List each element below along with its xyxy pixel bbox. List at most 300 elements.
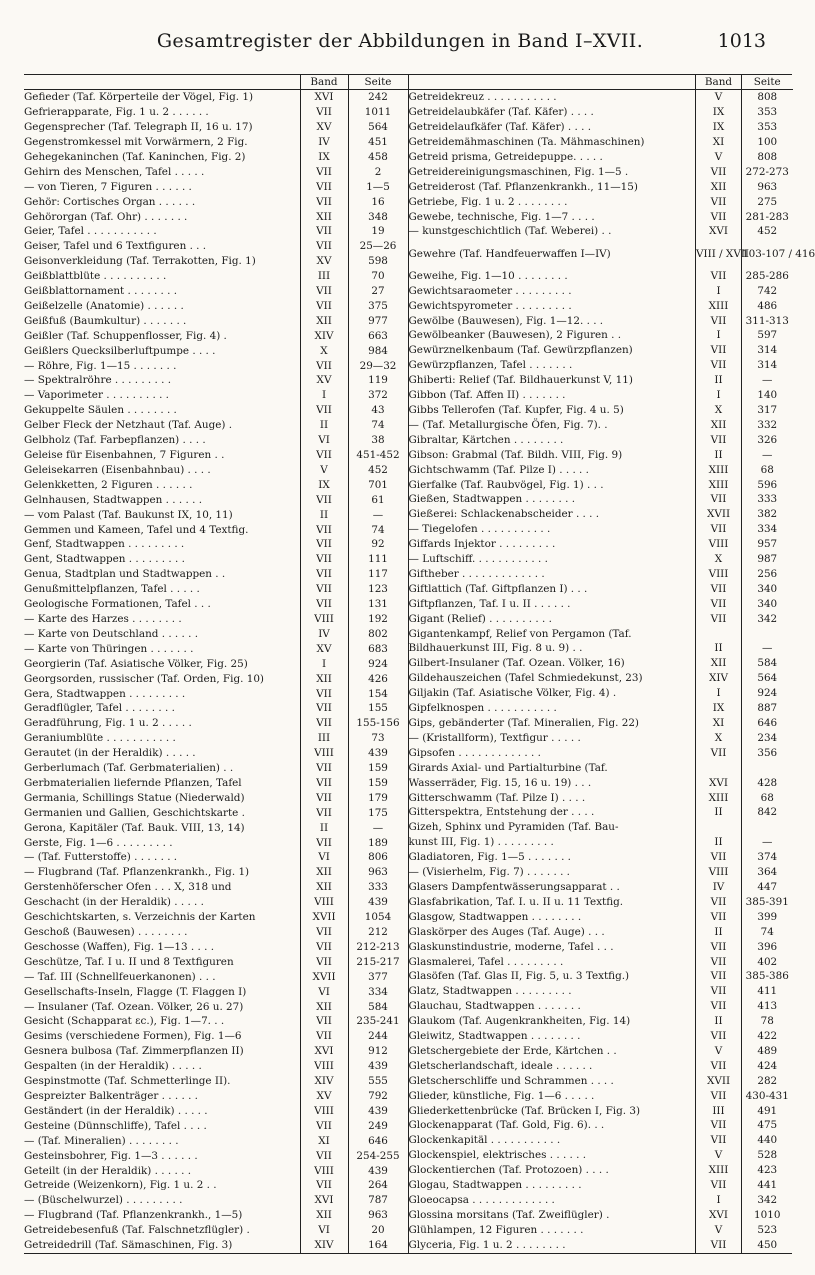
register-entry	[24, 671, 408, 686]
entry-page: 385-391	[742, 895, 793, 910]
entry-page: 256	[742, 567, 793, 582]
entry-page: 155-156	[348, 716, 408, 731]
entry-text: Gipfelknospen . . . . . . . . . . .	[408, 702, 557, 715]
register-entry	[409, 343, 793, 358]
entry-page: 29—32	[348, 358, 408, 373]
register-entry	[409, 1148, 793, 1163]
entry-text: Gizeh, Sphinx und Pyramiden (Taf. Bau-	[408, 821, 619, 834]
entry-text: Glaskörper des Auges (Taf. Auge) . . .	[408, 925, 605, 938]
entry-page: 1054	[348, 910, 408, 925]
entry-band: XVI	[300, 90, 348, 105]
register-entry	[409, 731, 793, 746]
entry-page: 92	[348, 537, 408, 552]
entry-page: 402	[742, 954, 793, 969]
entry-band: VII	[300, 597, 348, 612]
entry-page: 244	[348, 1029, 408, 1044]
entry-band: VII	[696, 1237, 742, 1252]
register-entry	[24, 776, 408, 791]
entry-band: VIII	[300, 1163, 348, 1178]
entry-page: 159	[348, 776, 408, 791]
entry-text: Getreide (Weizenkorn), Fig. 1 u. 2 . .	[24, 1179, 217, 1192]
entry-text: Wasserräder, Fig. 15, 16 u. 19) . . .	[408, 776, 592, 789]
entry-text: Gitterschwamm (Taf. Pilze I) . . . .	[408, 791, 586, 804]
register-entry	[409, 671, 793, 686]
entry-band: VII	[696, 1133, 742, 1148]
entry-page: 413	[742, 999, 793, 1014]
entry-band: II	[696, 641, 742, 656]
entry-text: Getreid prisma, Getreidepuppe. . . . .	[408, 150, 603, 163]
entry-band: VII	[300, 1119, 348, 1134]
entry-text: Gewölbeanker (Bauwesen), 2 Figuren . .	[408, 329, 622, 342]
entry-text: Glockenkapitäl . . . . . . . . . . .	[408, 1134, 561, 1147]
entry-band: XV	[300, 120, 348, 135]
entry-band: V	[300, 463, 348, 478]
entry-band: XII	[696, 179, 742, 194]
entry-page: 140	[742, 388, 793, 403]
register-entry	[409, 105, 793, 120]
register-entry	[409, 865, 793, 880]
entry-text: Gießerei: Schlackenabscheider . . . .	[408, 508, 600, 521]
entry-band: VII	[300, 284, 348, 299]
entry-band: I	[300, 656, 348, 671]
entry-text: Gefrierapparate, Fig. 1 u. 2 . . . . . .	[24, 106, 209, 119]
register-entry	[409, 90, 793, 105]
entry-page: —	[742, 373, 793, 388]
entry-band: VII	[300, 955, 348, 970]
register-entry	[409, 492, 793, 507]
entry-band: XII	[300, 999, 348, 1014]
entry-page: 842	[742, 805, 793, 820]
entry-band: VII	[300, 701, 348, 716]
entry-page: 787	[348, 1193, 408, 1208]
register-entry	[409, 641, 793, 656]
entry-text: Geradführung, Fig. 1 u. 2 . . . . .	[24, 717, 192, 730]
entry-page: 440	[742, 1133, 793, 1148]
entry-band: VII	[300, 567, 348, 582]
entry-header	[409, 75, 696, 90]
entry-band: VII	[696, 1118, 742, 1133]
entry-text: Gleiwitz, Stadtwappen . . . . . . . .	[408, 1030, 581, 1043]
entry-text: Gletschergebiete der Erde, Kärtchen . .	[408, 1044, 617, 1057]
entry-page: 452	[742, 224, 793, 239]
entry-page: 342	[742, 1193, 793, 1208]
register-entry	[409, 209, 793, 224]
entry-band: VII	[300, 179, 348, 194]
entry-band: VII	[696, 165, 742, 180]
entry-band: XII	[696, 656, 742, 671]
entry-page: 73	[348, 731, 408, 746]
register-entry	[409, 313, 793, 328]
register-entry	[409, 1193, 793, 1208]
entry-band: VII	[696, 313, 742, 328]
entry-band: II	[696, 373, 742, 388]
register-entry	[24, 1163, 408, 1178]
entry-page: 451-452	[348, 448, 408, 463]
entry-page: 332	[742, 418, 793, 433]
entry-text: Gehörorgan (Taf. Ohr) . . . . . . .	[24, 210, 188, 223]
entry-page: 1011	[348, 105, 408, 120]
register-entry	[409, 1103, 793, 1118]
entry-page: 155	[348, 701, 408, 716]
entry-text: — Karte von Deutschland . . . . . .	[24, 627, 199, 640]
entry-band: XVI	[696, 224, 742, 239]
register-entry	[24, 984, 408, 999]
entry-band: XIV	[696, 671, 742, 686]
entry-text: Gesellschafts-Inseln, Flagge (T. Flaggen I)	[24, 985, 247, 998]
entry-text: Glühlampen, 12 Figuren . . . . . . .	[408, 1223, 584, 1236]
entry-page: 19	[348, 224, 408, 239]
entry-band: VII	[696, 746, 742, 761]
entry-text: — kunstgeschichtlich (Taf. Weberei) . .	[408, 225, 612, 238]
entry-text: Gladiatoren, Fig. 1—5 . . . . . . .	[408, 851, 571, 864]
register-entry	[409, 298, 793, 313]
register-entry	[409, 597, 793, 612]
entry-page: 317	[742, 403, 793, 418]
entry-page: 119	[348, 373, 408, 388]
entry-text: Gips, gebänderter (Taf. Mineralien, Fig. 22)	[408, 717, 639, 729]
entry-text: Getreidereinigungsmaschinen, Fig. 1—5 .	[408, 165, 629, 178]
entry-text: Glatz, Stadtwappen . . . . . . . . .	[408, 985, 572, 998]
entry-page: 275	[742, 194, 793, 209]
entry-page: 215-217	[348, 955, 408, 970]
entry-band: I	[696, 388, 742, 403]
register-entry	[24, 194, 408, 209]
entry-page: 523	[742, 1223, 793, 1238]
entry-band: II	[696, 924, 742, 939]
entry-text: Geier, Tafel . . . . . . . . . . .	[24, 225, 157, 238]
register-entry	[24, 1148, 408, 1163]
entry-band: XV	[300, 642, 348, 657]
entry-text: Geteilt (in der Heraldik) . . . . . .	[24, 1164, 191, 1177]
entry-band: I	[696, 328, 742, 343]
entry-page: 212-213	[348, 940, 408, 955]
entry-text: Gefieder (Taf. Körperteile der Vögel, Fig. 1)	[24, 91, 254, 104]
entry-page: 808	[742, 150, 793, 165]
entry-page	[742, 820, 793, 835]
entry-page: 314	[742, 358, 793, 373]
entry-band: VII	[300, 1029, 348, 1044]
entry-band: VII	[300, 940, 348, 955]
entry-text: Gehör: Cortisches Organ . . . . . .	[24, 195, 196, 208]
entry-page: 342	[742, 611, 793, 626]
register-entry	[24, 806, 408, 821]
entry-page: 424	[742, 1059, 793, 1074]
entry-band: XV	[300, 373, 348, 388]
entry-text: Gletscherschliffe und Schrammen . . . .	[408, 1074, 614, 1087]
entry-page: 808	[742, 90, 793, 105]
entry-text: Gerautet (in der Heraldik) . . . . .	[24, 747, 196, 760]
entry-text: Geißler (Taf. Schuppenflosser, Fig. 4) .	[24, 329, 227, 342]
entry-text: Geißlers Quecksilberluftpumpe . . . .	[24, 344, 216, 357]
entry-text: Gigantenkampf, Relief von Pergamon (Taf.	[408, 627, 632, 640]
entry-page: 234	[742, 731, 793, 746]
entry-page: 333	[742, 492, 793, 507]
entry-text: Geweihe, Fig. 1—10 . . . . . . . .	[408, 269, 568, 282]
register-entry	[409, 388, 793, 403]
entry-band: VI	[300, 850, 348, 865]
entry-text: Gloeocapsa . . . . . . . . . . . . .	[408, 1194, 555, 1206]
entry-band: VII	[300, 105, 348, 120]
entry-text: — Tiegelofen . . . . . . . . . . .	[408, 523, 551, 536]
register-entry	[409, 1029, 793, 1044]
entry-text: Glasgow, Stadtwappen . . . . . . . .	[408, 910, 582, 923]
register-entry	[24, 478, 408, 493]
register-entry	[24, 507, 408, 522]
register-entry	[409, 135, 793, 150]
entry-band: II	[696, 835, 742, 850]
entry-page: 264	[348, 1178, 408, 1193]
register-entry	[409, 537, 793, 552]
register-entry	[24, 642, 408, 657]
register-entry	[24, 522, 408, 537]
entry-band: XII	[300, 314, 348, 329]
entry-band: VII	[300, 194, 348, 209]
entry-band: VII	[696, 939, 742, 954]
register-entry	[24, 284, 408, 299]
entry-text: Geißfuß (Baumkultur) . . . . . . .	[24, 314, 187, 327]
entry-band: XII	[696, 418, 742, 433]
band-header: Band	[696, 75, 742, 90]
entry-band	[696, 626, 742, 641]
entry-text: Giftheber . . . . . . . . . . . . .	[408, 567, 545, 580]
register-sheet	[24, 74, 815, 1254]
entry-text: Gespalten (in der Heraldik) . . . . .	[24, 1060, 202, 1073]
register-entry	[409, 701, 793, 716]
entry-band: VIII	[696, 537, 742, 552]
entry-band: VII	[696, 343, 742, 358]
entry-text: Gibraltar, Kärtchen . . . . . . . .	[408, 433, 564, 446]
entry-band: VIII	[300, 1059, 348, 1074]
register-entry	[24, 492, 408, 507]
entry-page: 792	[348, 1089, 408, 1104]
entry-band: IX	[300, 478, 348, 493]
entry-text: Gilbert-Insulaner (Taf. Ozean. Völker, 16)	[408, 657, 625, 670]
entry-band: VII	[300, 582, 348, 597]
entry-page: 428	[742, 775, 793, 790]
entry-page: 924	[348, 656, 408, 671]
entry-page: 422	[742, 1029, 793, 1044]
entry-page: 423	[742, 1163, 793, 1178]
entry-page: 377	[348, 969, 408, 984]
entry-page: 123	[348, 582, 408, 597]
entry-text: Geschosse (Waffen), Fig. 1—13 . . . .	[24, 940, 215, 953]
entry-band: VII	[696, 492, 742, 507]
entry-band: VII	[696, 358, 742, 373]
entry-page: 311-313	[742, 313, 793, 328]
register-entry	[409, 1178, 793, 1193]
register-entry	[409, 1059, 793, 1074]
entry-page: 154	[348, 686, 408, 701]
entry-text: — (Taf. Mineralien) . . . . . . . .	[24, 1134, 179, 1147]
register-entry	[24, 358, 408, 373]
register-entry	[24, 463, 408, 478]
entry-text: Glockenspiel, elektrisches . . . . . .	[408, 1149, 587, 1162]
entry-band: I	[696, 1193, 742, 1208]
entry-text: Geologische Formationen, Tafel . . .	[24, 598, 211, 611]
entry-band: X	[696, 731, 742, 746]
entry-page: 78	[742, 1014, 793, 1029]
entry-band: VII	[300, 165, 348, 180]
entry-text: Gletscherlandschaft, ideale . . . . . .	[408, 1059, 593, 1072]
register-entry	[24, 1089, 408, 1104]
entry-page	[742, 760, 793, 775]
register-entry	[24, 1059, 408, 1074]
entry-text: — (Kristallform), Textfigur . . . . .	[408, 731, 581, 744]
entry-band: VII	[300, 537, 348, 552]
entry-band: XIII	[696, 1163, 742, 1178]
register-entry	[24, 731, 408, 746]
entry-text: Glasfabrikation, Taf. I. u. II u. 11 Textfig.	[408, 895, 624, 908]
register-entry	[409, 1133, 793, 1148]
entry-band: VII	[696, 269, 742, 284]
entry-text: Glossina morsitans (Taf. Zweiflügler) .	[408, 1208, 610, 1221]
entry-band: III	[300, 269, 348, 284]
register-entry	[24, 209, 408, 224]
entry-band: VII	[300, 492, 348, 507]
entry-band: I	[696, 283, 742, 298]
entry-page: 74	[348, 522, 408, 537]
entry-band: VII	[696, 209, 742, 224]
entry-band: XVI	[696, 1208, 742, 1223]
register-entry	[409, 939, 793, 954]
entry-text: Gipsofen . . . . . . . . . . . . .	[408, 746, 541, 759]
entry-text: Genua, Stadtplan und Stadtwappen . .	[24, 568, 226, 581]
entry-page: 74	[742, 924, 793, 939]
entry-text: Gera, Stadtwappen . . . . . . . . .	[24, 687, 186, 700]
entry-text: — Luftschiff. . . . . . . . . . . .	[408, 553, 548, 566]
entry-page: 242	[348, 90, 408, 105]
entry-page: 452	[348, 463, 408, 478]
entry-text: — (Taf. Futterstoffe) . . . . . . .	[24, 851, 178, 864]
entry-text: Glasöfen (Taf. Glas II, Fig. 5, u. 3 Textfig.)	[408, 970, 630, 983]
entry-text: — Taf. III (Schnellfeuerkanonen) . . .	[24, 970, 216, 983]
entry-band: VII	[696, 611, 742, 626]
entry-band: XI	[300, 1133, 348, 1148]
entry-text: Gespreizter Balkenträger . . . . . .	[24, 1089, 198, 1102]
entry-band: XIII	[696, 477, 742, 492]
entry-band: VII	[696, 194, 742, 209]
entry-page: 584	[348, 999, 408, 1014]
entry-band: VII	[300, 358, 348, 373]
entry-band: VII	[300, 686, 348, 701]
register-entry	[409, 447, 793, 462]
entry-text: Gewehre (Taf. Handfeuerwaffen I—IV)	[408, 247, 611, 260]
register-entry	[409, 1223, 793, 1238]
entry-page: 70	[348, 269, 408, 284]
entry-text: Geschacht (in der Heraldik) . . . . .	[24, 896, 204, 909]
entry-page: 340	[742, 582, 793, 597]
entry-band: XV	[300, 1089, 348, 1104]
entry-band: XIII	[696, 462, 742, 477]
entry-text: Glaukom (Taf. Augenkrankheiten, Fig. 14)	[408, 1015, 631, 1028]
entry-page: 189	[348, 835, 408, 850]
entry-page: 742	[742, 283, 793, 298]
page-title: Gesamtregister der Abbildungen in Band I–XVII.	[156, 30, 644, 52]
entry-page: 486	[742, 298, 793, 313]
seite-header: Seite	[348, 75, 408, 90]
register-entry	[24, 761, 408, 776]
entry-band: VII	[300, 448, 348, 463]
entry-band: XIV	[300, 1074, 348, 1089]
entry-page: 663	[348, 329, 408, 344]
entry-band: VII	[696, 582, 742, 597]
entry-page: 249	[348, 1119, 408, 1134]
entry-text: Getreidelaubkäfer (Taf. Käfer) . . . .	[408, 106, 594, 119]
entry-page: 385-386	[742, 969, 793, 984]
entry-page: 475	[742, 1118, 793, 1133]
entry-page: 564	[742, 671, 793, 686]
register-entry	[409, 1074, 793, 1089]
entry-band: VII	[300, 239, 348, 254]
entry-text: Giftlattich (Taf. Giftpflanzen I) . . .	[408, 582, 588, 595]
register-entry	[24, 552, 408, 567]
entry-text: Gießen, Stadtwappen . . . . . . . .	[408, 493, 576, 506]
register-entry	[409, 403, 793, 418]
register-entry	[409, 984, 793, 999]
entry-text: — Karte des Harzes . . . . . . . .	[24, 612, 182, 625]
entry-band: VII	[696, 954, 742, 969]
entry-page: 426	[348, 671, 408, 686]
entry-band	[696, 760, 742, 775]
entry-text: Gerberlumach (Taf. Gerbmaterialien) . .	[24, 762, 234, 775]
register-entry	[409, 462, 793, 477]
entry-page: 43	[348, 403, 408, 418]
register-entry	[409, 269, 793, 284]
entry-text: Ghiberti: Relief (Taf. Bildhauerkunst V, 11)	[408, 374, 633, 387]
entry-page: 235-241	[348, 1014, 408, 1029]
entry-band: VII	[696, 1178, 742, 1193]
entry-page: 374	[742, 850, 793, 865]
entry-page: 439	[348, 746, 408, 761]
entry-band: VII	[300, 716, 348, 731]
register-entry	[409, 239, 793, 269]
entry-page: —	[348, 820, 408, 835]
register-entry	[24, 627, 408, 642]
entry-text: Gesteine (Dünnschliffe), Tafel . . . .	[24, 1119, 207, 1132]
register-entry	[24, 1223, 408, 1238]
entry-text: Gewürzpflanzen, Tafel . . . . . . .	[408, 359, 573, 372]
entry-page: 254-255	[348, 1148, 408, 1163]
register-entry	[24, 955, 408, 970]
entry-band: IV	[300, 627, 348, 642]
entry-page: 68	[742, 790, 793, 805]
entry-text: Gibson: Grabmal (Taf. Bildh. VIII, Fig. 9)	[408, 448, 623, 461]
register-entry	[409, 820, 793, 835]
entry-band	[696, 820, 742, 835]
entry-page: 212	[348, 925, 408, 940]
entry-page: 61	[348, 492, 408, 507]
register-entry	[409, 1163, 793, 1178]
entry-text: Germanien und Gallien, Geschichtskarte .	[24, 806, 245, 819]
entry-band: VI	[300, 984, 348, 999]
entry-band: I	[300, 388, 348, 403]
entry-page: 326	[742, 433, 793, 448]
entry-band: VII	[300, 1178, 348, 1193]
entry-page: 285-286	[742, 269, 793, 284]
register-entry	[24, 895, 408, 910]
entry-band: VII	[696, 999, 742, 1014]
entry-text: Gewichtspyrometer . . . . . . . . .	[408, 299, 572, 312]
entry-band: X	[696, 552, 742, 567]
entry-text: Glogau, Stadtwappen . . . . . . . . .	[408, 1179, 582, 1192]
entry-text: Gemmen und Kameen, Tafel und 4 Textfig.	[24, 523, 249, 536]
entry-text: Gesims (verschiedene Formen), Fig. 1—6	[24, 1030, 242, 1043]
register-entry	[409, 1208, 793, 1223]
entry-page: 528	[742, 1148, 793, 1163]
entry-text: Gliederkettenbrücke (Taf. Brücken I, Fig. 3)	[408, 1104, 641, 1117]
register-entry	[24, 135, 408, 150]
left-entries	[24, 90, 408, 1253]
